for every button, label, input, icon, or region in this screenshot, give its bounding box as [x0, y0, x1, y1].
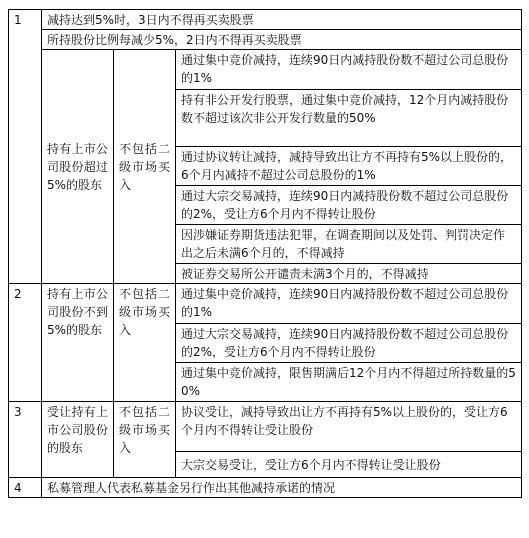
table-row: [9, 284, 522, 324]
holder-type: 受让持有上市公司股份的股东: [42, 402, 114, 478]
rule-text: 通过大宗交易减持，连续90日内减持股份数不超过公司总股份的2%，受让方6个月内不得转让股份: [176, 186, 522, 225]
rule-text: 所持股份比例每减少5%，2日内不得再买卖股票: [42, 30, 522, 50]
table-row: [9, 50, 522, 90]
rule-text: 持有非公开发行股票，通过集中竞价减持，12个月内减持股份数不超过该次非公开发行数量的50%: [176, 90, 522, 147]
rule-text: 通过大宗交易减持，连续90日内减持股份数不超过公司总股份的2%，受让方6个月内不得转让股份: [176, 324, 522, 363]
acquisition-method: 不包括二级市场买入: [114, 50, 176, 284]
rule-text: 协议受让，减持导致出让方不再持有5%以上股份的，受让方6个月内不得转让受让股份: [176, 402, 522, 452]
table-row: [9, 10, 522, 30]
rule-text: 通过集中竞价减持，连续90日内减持股份数不超过公司总股份的1%: [176, 50, 522, 90]
rule-text: 因涉嫌证券期货违法犯罪，在调查期间以及处罚、判罚决定作出之后未满6个月的，不得减持: [176, 225, 522, 264]
rule-text: 被证券交易所公开谴责未满3个月的，不得减持: [176, 264, 522, 284]
holder-type: 持有上市公司股份不到5%的股东: [42, 284, 114, 402]
row-number: 1: [9, 10, 42, 284]
rule-text: 减持达到5%时，3日内不得再买卖股票: [42, 10, 522, 30]
row-number: 4: [9, 478, 42, 498]
rule-text: 通过协议转让减持，减持导致出让方不再持有5%以上股份的，6个月内减持不超过公司总股份的1%: [176, 147, 522, 186]
table-row: [9, 30, 522, 50]
rule-text: 私募管理人代表私募基金另行作出其他减持承诺的情况: [42, 478, 522, 498]
acquisition-method: 不包括二级市场买入: [114, 402, 176, 478]
rule-text: 通过集中竞价减持，限售期满后12个月内不得超过所持数量的50%: [176, 363, 522, 402]
rule-text: 大宗交易受让，受让方6个月内不得转让受让股份: [176, 452, 522, 478]
table-row: [9, 478, 522, 498]
row-number: 3: [9, 402, 42, 478]
holder-type: 持有上市公司股份超过5%的股东: [42, 50, 114, 284]
row-number: 2: [9, 284, 42, 402]
acquisition-method: 不包括二级市场买入: [114, 284, 176, 402]
share-reduction-rules-table: [8, 9, 522, 498]
table-row: [9, 402, 522, 452]
rule-text: 通过集中竞价减持，连续90日内减持股份数不超过公司总股份的1%: [176, 284, 522, 324]
